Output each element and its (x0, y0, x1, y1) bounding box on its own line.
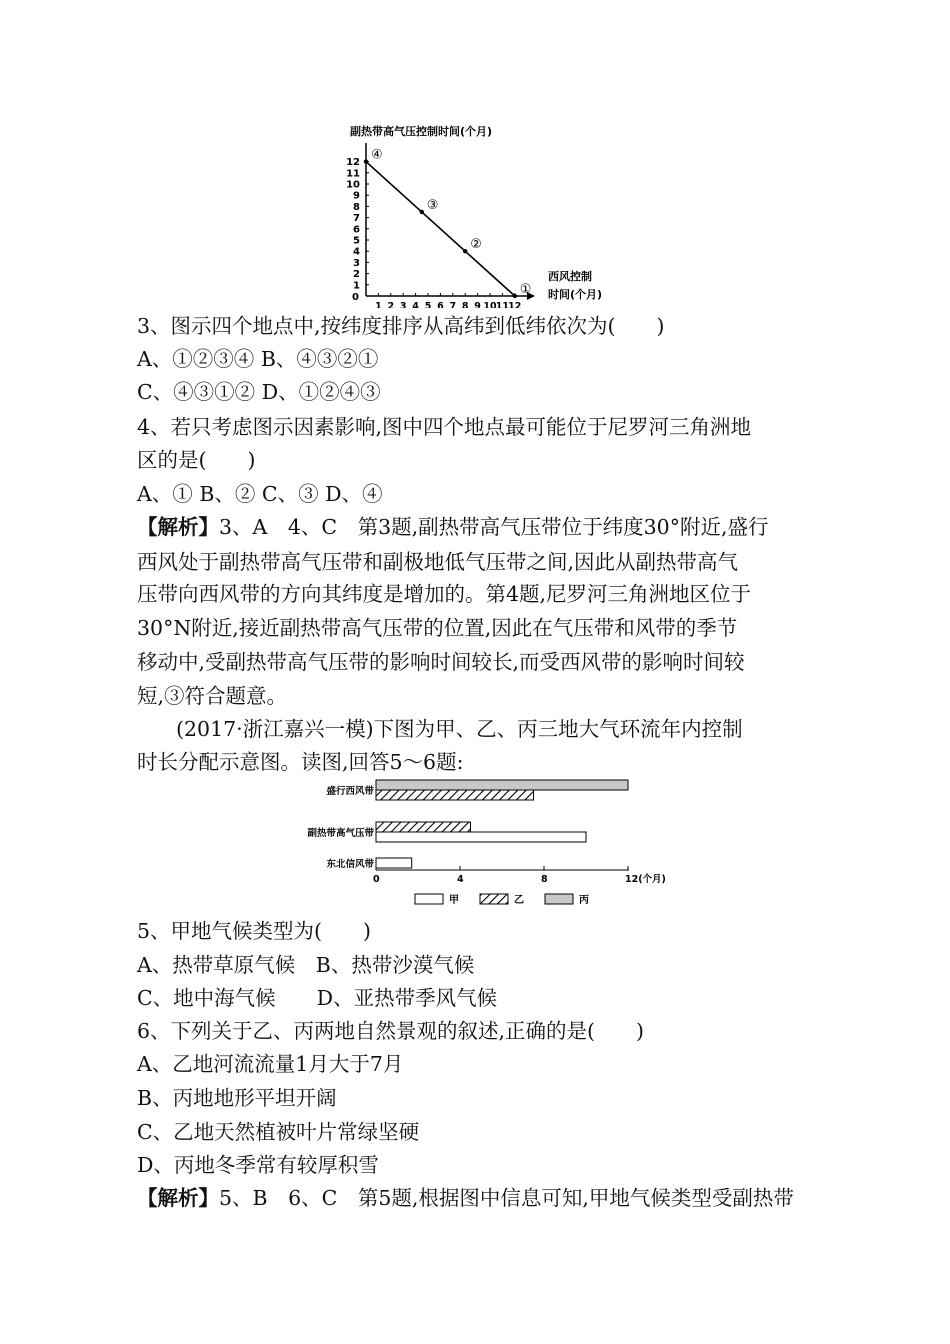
question-6-option-a: A、乙地河流流量1月大于7月 (137, 1052, 404, 1076)
question-6: 6、下列关于乙、丙两地自然景观的叙述,正确的是( ) (137, 1019, 645, 1043)
chart1-ylabel: 副热带高气压控制时间(个月) (350, 125, 493, 138)
circulation-bar-chart (300, 778, 680, 910)
question-3: 3、图示四个地点中,按纬度排序从高纬到低纬依次为( ) (137, 314, 665, 338)
chart1-y-tick-label: 10 (346, 179, 360, 191)
chart1-point-label: ④ (371, 147, 383, 163)
chart1-y-tick-label: 8 (353, 201, 360, 213)
chart1-xlabel-1: 西风控制 (548, 270, 592, 283)
analysis-1-line-1 (137, 513, 769, 541)
chart1-point (420, 210, 424, 214)
chart2-tick-label: 4 (457, 874, 464, 885)
question-6-option-b: B、丙地地形平坦开阔 (137, 1086, 337, 1110)
analysis-1-text: 3、A 4、C 第3题,副热带高气压带位于纬度30°附近,盛行 (219, 515, 769, 539)
analysis-label: 【解析】 (137, 515, 219, 539)
analysis-label: 【解析】 (137, 1186, 219, 1210)
chart2-legend-swatch (545, 894, 573, 904)
analysis-2-line-1 (137, 1184, 794, 1212)
question-5-options-cd: C、地中海气候 D、亚热带季风气候 (137, 986, 498, 1010)
chart1-x-tick-label: 1 (375, 301, 382, 308)
analysis-1-line-4: 30°N附近,接近副热带高气压带的位置,因此在气压带和风带的季节 (137, 616, 738, 640)
chart1-point-label: ① (519, 282, 532, 297)
chart1-x-tick-label: 9 (474, 301, 481, 308)
chart1-y-tick-label: 5 (353, 235, 360, 247)
chart1-y-tick-label: 9 (353, 190, 360, 202)
chart1-x-tick-label: 8 (461, 301, 469, 308)
question-5: 5、甲地气候类型为( ) (137, 919, 372, 943)
chart2-category-label: 副热带高气压带 (307, 828, 374, 839)
intro-line-2: 时长分配示意图。读图,回答5～6题: (137, 750, 464, 774)
chart1-origin: 0 (352, 292, 359, 303)
chart2-legend-label: 丙 (579, 895, 589, 906)
chart1-x-tick-label: 6 (437, 301, 444, 308)
chart2-tick-label: 0 (373, 874, 380, 885)
question-6-option-d: D、丙地冬季常有较厚积雪 (137, 1153, 379, 1177)
chart1-y-tick-label: 12 (346, 157, 360, 169)
chart1-point (364, 159, 368, 163)
chart2-tick-label: 8 (541, 874, 548, 885)
chart1-y-tick-label: 1 (353, 280, 360, 292)
chart2-bar-2-甲 (376, 858, 412, 868)
analysis-1-line-3: 压带向西风带的方向其纬度是增加的。第4题,尼罗河三角洲地区位于 (137, 582, 752, 606)
chart1-y-tick-label: 4 (353, 246, 360, 258)
question-5-options-ab: A、热带草原气候 B、热带沙漠气候 (137, 953, 475, 977)
analysis-2-text: 5、B 6、C 第5题,根据图中信息可知,甲地气候类型受副热带 (219, 1186, 794, 1210)
chart2-legend-label: 甲 (449, 895, 459, 906)
chart1-x-tick-label: 10 (483, 301, 497, 308)
question-4-options: A、① B、② C、③ D、④ (137, 482, 383, 506)
analysis-1-line-6: 短,③符合题意。 (137, 684, 288, 708)
chart1-point-label: ③ (426, 198, 439, 213)
question-6-option-c: C、乙地天然植被叶片常绿坚硬 (137, 1120, 420, 1144)
chart1-x-tick-label: 2 (387, 301, 395, 308)
chart2-category-label: 东北信风带 (326, 859, 374, 870)
chart1-x-tick-label: 12 (508, 301, 522, 308)
chart1-x-tick-label: 3 (399, 301, 407, 308)
chart1-x-tick-label: 5 (424, 301, 432, 308)
chart1-y-tick-label: 2 (353, 269, 360, 281)
chart2-bar-0-乙 (376, 790, 534, 800)
question-4-line-1: 4、若只考虑图示因素影响,图中四个地点最可能位于尼罗河三角洲地 (137, 415, 752, 439)
chart2-bar-1-甲 (376, 832, 586, 842)
chart2-bar-0-丙 (376, 780, 628, 790)
chart1-point-label: ② (470, 237, 482, 253)
chart2-legend-swatch (480, 894, 508, 904)
chart1-point (463, 249, 467, 253)
chart1-trend-line (366, 162, 515, 296)
chart1-y-tick-label: 11 (346, 168, 360, 180)
chart2-tick-label: 12(个月) (625, 874, 666, 885)
question-3-options-cd: C、④③①② D、①②④③ (137, 380, 381, 404)
question-3-options-ab: A、①②③④ B、④③②① (137, 347, 379, 371)
chart2-legend-swatch (415, 894, 443, 904)
analysis-1-line-2: 西风处于副热带高气压带和副极地低气压带之间,因此从副热带高气 (137, 550, 739, 574)
chart1-xlabel-2: 时间(个月) (548, 288, 603, 301)
chart1-x-tick-label: 7 (449, 301, 457, 308)
question-4-line-2: 区的是( ) (137, 448, 256, 472)
intro-line-1: (2017·浙江嘉兴一模)下图为甲、乙、丙三地大气环流年内控制 (176, 717, 743, 741)
latitude-chart (330, 118, 630, 308)
chart2-category-label: 盛行西风带 (326, 786, 374, 797)
chart1-x-tick-label: 11 (495, 301, 510, 308)
chart2-bar-1-乙 (376, 822, 471, 832)
chart1-y-tick-label: 7 (353, 213, 360, 225)
chart1-point (513, 294, 517, 298)
chart1-x-tick-label: 4 (412, 301, 419, 308)
analysis-1-line-5: 移动中,受副热带高气压带的影响时间较长,而受西风带的影响时间较 (137, 650, 745, 674)
chart1-y-tick-label: 3 (353, 257, 360, 269)
chart2-legend-label: 乙 (514, 895, 524, 906)
chart1-y-tick-label: 6 (353, 224, 360, 236)
